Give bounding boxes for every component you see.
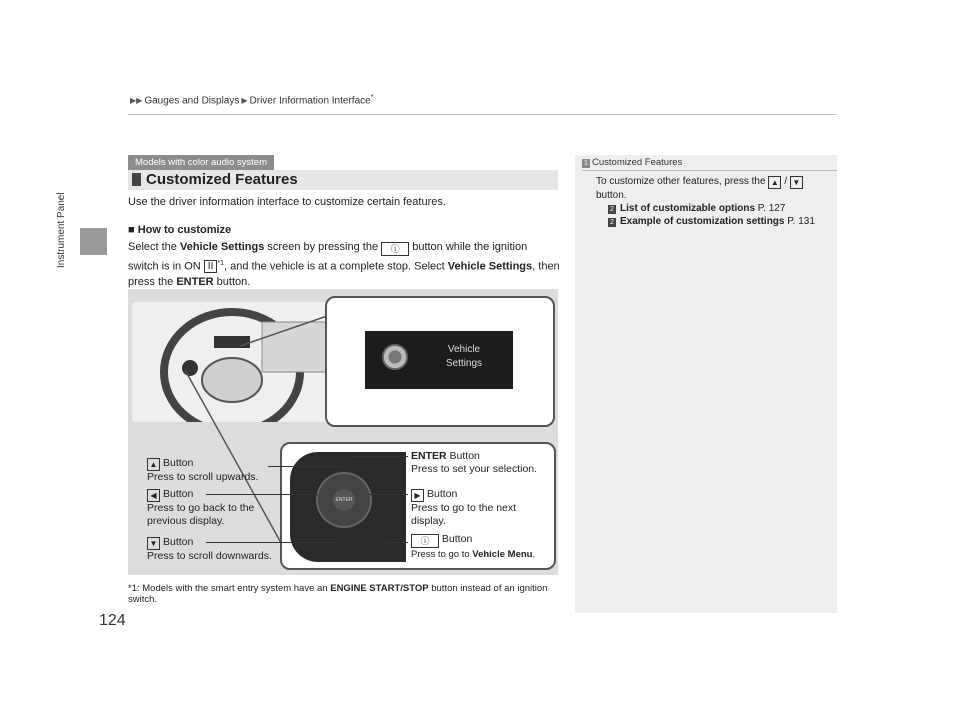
leader-line xyxy=(386,542,408,543)
ignition-key-icon: II xyxy=(204,260,218,273)
note-heading: 1 Customized Features xyxy=(582,157,682,168)
breadcrumb-arrow-icon: ▶ xyxy=(241,96,248,106)
enter-button[interactable]: ENTER xyxy=(333,489,355,511)
page-number: 124 xyxy=(99,612,126,629)
left-arrow-icon: ◀ xyxy=(147,489,160,502)
leader-line xyxy=(206,542,338,543)
left-button-label: ◀ Button Press to go back to the previous display. xyxy=(147,488,255,527)
chapter-tab xyxy=(80,228,107,255)
leader-line xyxy=(350,456,408,457)
up-arrow-icon: ▲ xyxy=(147,458,160,471)
section-square-icon xyxy=(132,173,141,186)
model-badge: Models with color audio system xyxy=(128,155,274,170)
gear-icon xyxy=(382,344,408,370)
reference-icon: 2 xyxy=(608,205,616,214)
up-arrow-icon: ▲ xyxy=(768,176,781,189)
screen-label-line2: Settings xyxy=(445,358,483,369)
note-rule xyxy=(582,170,837,171)
enter-button-label: ENTER Button Press to set your selection. xyxy=(411,450,538,475)
down-arrow-icon: ▼ xyxy=(790,176,803,189)
leader-line xyxy=(268,466,343,467)
breadcrumb-item[interactable]: Driver Information Interface xyxy=(249,95,371,107)
section-header xyxy=(128,170,558,190)
reference-icon: 2 xyxy=(608,218,616,227)
footnote: *1: Models with the smart entry system have an ENGINE START/STOP button instead of an ignition switch. xyxy=(128,583,548,605)
subheading: ■ How to customize xyxy=(128,224,232,236)
right-arrow-icon: ▶ xyxy=(411,489,424,502)
leader-line xyxy=(206,494,318,495)
info-button-icon: ⓘ xyxy=(411,534,439,548)
instructions: Select the Vehicle Settings screen by pressing the ⓘ button while the ignition switch is in ON II $^{*1}$, and the vehicle is at a complete stop. Select Vehicle Settings, then press the ENTER button. xyxy=(128,241,560,288)
right-button-label: ▶ Button Press to go to the next display. xyxy=(411,488,517,527)
up-button-label: ▲ Button Press to scroll upwards. xyxy=(147,457,259,483)
header-rule xyxy=(128,114,836,115)
screen-label-line1: Vehicle xyxy=(447,344,481,355)
leader-line xyxy=(368,494,408,495)
section-title: Customized Features xyxy=(146,171,298,188)
intro-text: Use the driver information interface to customize certain features. xyxy=(128,196,446,208)
info-button-icon: ⓘ xyxy=(381,242,409,256)
steering-controls xyxy=(290,452,406,562)
cross-reference[interactable]: 2 List of customizable options P. 127 xyxy=(608,202,826,215)
down-button-label: ▼ Button Press to scroll downwards. xyxy=(147,536,272,562)
breadcrumb-arrow-icon: ▶▶ xyxy=(130,96,143,106)
info-button-label: ⓘ Button Press to go to Vehicle Menu. xyxy=(411,533,536,560)
down-arrow-icon: ▼ xyxy=(147,537,160,550)
vehicle-settings-screen xyxy=(365,331,513,389)
breadcrumb-item[interactable]: Gauges and Displays xyxy=(144,95,240,107)
cross-reference[interactable]: 2 Example of customization settings P. 131 xyxy=(608,215,826,228)
breadcrumb: ▶▶ Gauges and Displays ▶ Driver Information Interface* xyxy=(130,94,374,107)
note-text: To customize other features, press the ▲ / ▼ button. 2 List of customizable options P. 127 2 Example of customization settings P. 131 xyxy=(596,175,826,228)
chapter-label: Instrument Panel xyxy=(56,192,68,268)
